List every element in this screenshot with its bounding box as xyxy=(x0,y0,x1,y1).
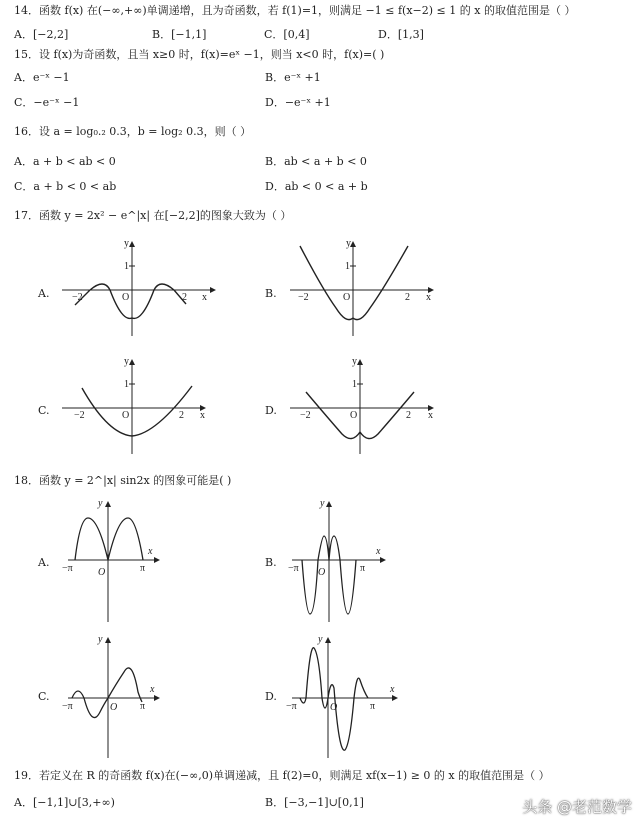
q18d-neg-tick: −π xyxy=(286,701,297,712)
q17d-x-label: x xyxy=(428,410,433,421)
q18-label-c: C. xyxy=(38,690,50,703)
q17a-origin: O xyxy=(122,292,130,303)
q18c-neg-tick: −π xyxy=(62,701,73,712)
q17a-pos-tick: 2 xyxy=(182,292,187,303)
q17-graph-b xyxy=(288,238,448,338)
q18a-y-label: y xyxy=(98,498,103,509)
q16-option-a: A．a + b < ab < 0 xyxy=(14,155,116,168)
q14-option-d: D．[1,3] xyxy=(378,28,424,41)
q18a-neg-tick: −π xyxy=(62,563,73,574)
q17-label-c: C. xyxy=(38,404,50,417)
q18-label-a: A. xyxy=(38,556,50,569)
q14-option-c: C．[0,4] xyxy=(264,28,310,41)
q16-stem: 16．设 a = log₀.₂ 0.3，b = log₂ 0.3，则（ ） xyxy=(14,125,252,138)
q17-stem: 17．函数 y = 2x² − e^|x| 在[−2,2]的图象大致为（ ） xyxy=(14,209,292,222)
q18b-pos-tick: π xyxy=(360,563,366,574)
q18b-x-label: x xyxy=(376,546,381,557)
q17d-origin: O xyxy=(350,410,358,421)
q17a-y-label: y xyxy=(124,238,129,249)
q17b-neg-tick: −2 xyxy=(298,292,309,303)
q18d-x-label: x xyxy=(390,684,395,695)
q17c-y-label: y xyxy=(124,356,129,367)
q18c-x-label: x xyxy=(150,684,155,695)
q18d-y-label: y xyxy=(318,634,323,645)
q17c-one-tick: 1 xyxy=(124,379,129,390)
q18-graph-a xyxy=(58,496,168,624)
q19-option-a: A．[−1,1]∪[3,+∞) xyxy=(14,796,115,809)
q17d-y-label: y xyxy=(352,356,357,367)
q17a-one-tick: 1 xyxy=(124,261,129,272)
q17-graph-c xyxy=(60,356,220,456)
watermark: 头条 @老范数学 xyxy=(522,798,632,816)
q17-label-a: A. xyxy=(38,287,50,300)
q17d-pos-tick: 2 xyxy=(406,410,411,421)
q14-option-b: B．[−1,1] xyxy=(152,28,207,41)
q17a-x-label: x xyxy=(202,292,207,303)
q18-graph-d xyxy=(282,632,402,760)
q17d-one-tick: 1 xyxy=(352,379,357,390)
q17c-neg-tick: −2 xyxy=(74,410,85,421)
q17-label-d: D. xyxy=(265,404,277,417)
q17-label-b: B. xyxy=(265,287,277,300)
q18-graph-c xyxy=(58,632,168,760)
q18b-y-label: y xyxy=(320,498,325,509)
q18-label-d: D. xyxy=(265,690,277,703)
q19-option-b: B．[−3,−1]∪[0,1] xyxy=(265,796,364,809)
q17d-neg-tick: −2 xyxy=(300,410,311,421)
q15-option-c: C．−e⁻ˣ −1 xyxy=(14,96,80,109)
q18d-origin: O xyxy=(330,702,338,713)
q17-graph-a xyxy=(60,238,220,338)
q18b-neg-tick: −π xyxy=(288,563,299,574)
q19-stem: 19．若定义在 R 的奇函数 f(x)在(−∞,0)单调递减，且 f(2)=0，则满足 xf(x−1) ≥ 0 的 x 的取值范围是（ ） xyxy=(14,769,550,782)
q18b-origin: O xyxy=(318,567,326,578)
q16-option-c: C．a + b < 0 < ab xyxy=(14,180,117,193)
q16-option-d: D．ab < 0 < a + b xyxy=(265,180,368,193)
q18-stem: 18．函数 y = 2^|x| sin2x 的图象可能是( ) xyxy=(14,474,232,487)
q17b-one-tick: 1 xyxy=(345,261,350,272)
q17b-y-label: y xyxy=(346,238,351,249)
q14-option-a: A．[−2,2] xyxy=(14,28,69,41)
q17b-x-label: x xyxy=(426,292,431,303)
q18-graph-b xyxy=(282,496,392,624)
q18a-origin: O xyxy=(98,567,106,578)
q18-label-b: B. xyxy=(265,556,277,569)
q17c-origin: O xyxy=(122,410,130,421)
q16-option-b: B．ab < a + b < 0 xyxy=(265,155,367,168)
q18a-pos-tick: π xyxy=(140,563,146,574)
q18c-origin: O xyxy=(110,702,118,713)
q17c-x-label: x xyxy=(200,410,205,421)
q18c-pos-tick: π xyxy=(140,701,146,712)
q14-stem: 14．函数 f(x) 在(−∞,+∞)单调递增，且为奇函数，若 f(1)=1，则满足 −1 ≤ f(x−2) ≤ 1 的 x 的取值范围是（ ） xyxy=(14,4,576,17)
q17b-origin: O xyxy=(343,292,351,303)
q18c-y-label: y xyxy=(98,634,103,645)
q18d-pos-tick: π xyxy=(370,701,376,712)
q17-graph-d xyxy=(288,356,448,456)
q15-option-a: A．e⁻ˣ −1 xyxy=(14,71,70,84)
q17b-pos-tick: 2 xyxy=(405,292,410,303)
q17c-pos-tick: 2 xyxy=(179,410,184,421)
q15-option-d: D．−e⁻ˣ +1 xyxy=(265,96,331,109)
q18a-x-label: x xyxy=(148,546,153,557)
q15-stem: 15．设 f(x)为奇函数，且当 x≥0 时，f(x)=eˣ −1，则当 x<0 时，f(x)=( ) xyxy=(14,48,385,61)
q15-option-b: B．e⁻ˣ +1 xyxy=(265,71,321,84)
q17a-neg-tick: −2 xyxy=(72,292,83,303)
